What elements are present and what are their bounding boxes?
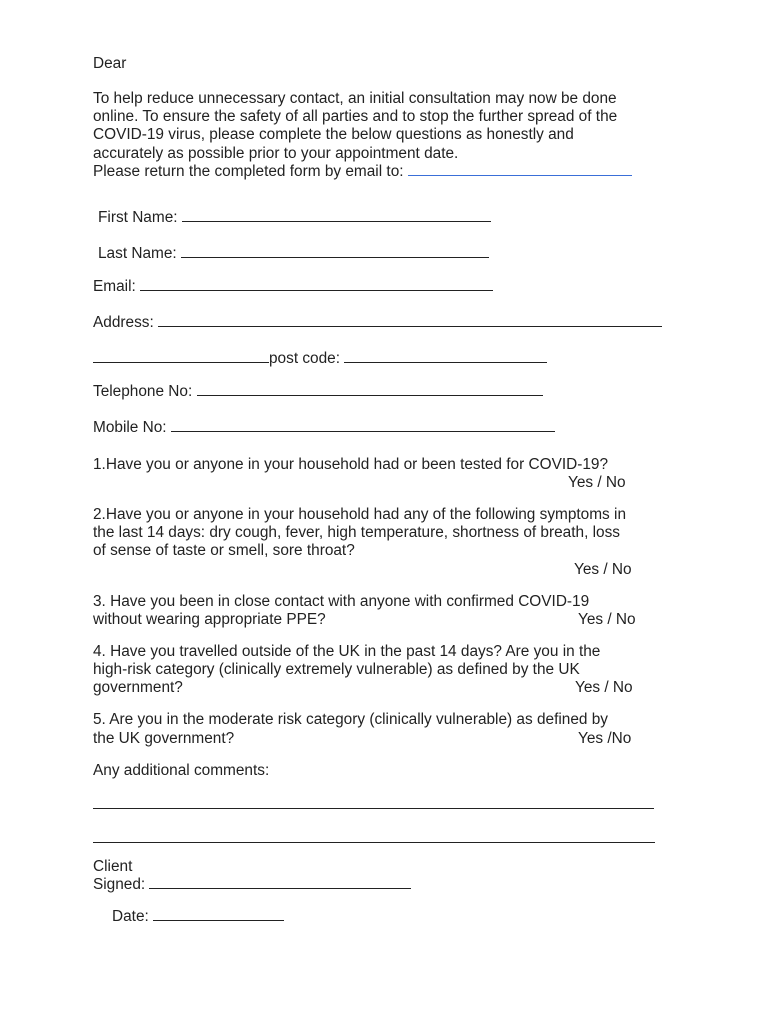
question-1-text: 1.Have you or anyone in your household had or been tested for COVID-19? [93, 456, 609, 473]
signed-label: Signed: [93, 876, 146, 893]
date-row [112, 908, 284, 926]
return-line [93, 163, 632, 181]
post-code-label: post code: [269, 350, 341, 367]
question-2-text: the last 14 days: dry cough, fever, high temperature, shortness of breath, loss [93, 524, 620, 541]
post-code-row [93, 350, 547, 368]
signed-row [93, 876, 411, 894]
comments-row [93, 830, 655, 848]
question-2-text: of sense of taste or smell, sore throat? [93, 542, 355, 559]
mobile-label: Mobile No: [93, 419, 167, 436]
last-name-row [98, 245, 489, 263]
telephone-blank[interactable] [197, 383, 543, 396]
mobile-blank[interactable] [171, 419, 555, 432]
first-name-label: First Name: [98, 209, 178, 226]
salutation: Dear [93, 55, 127, 72]
post-code-blank[interactable] [344, 350, 547, 363]
email-label: Email: [93, 278, 136, 295]
first-name-row [98, 209, 491, 227]
intro-line: COVID-19 virus, please complete the below questions as honestly and [93, 126, 574, 143]
comments-label: Any additional comments: [93, 762, 270, 779]
question-2-text: 2.Have you or anyone in your household had any of the following symptoms in [93, 506, 627, 523]
comments-blank[interactable] [93, 830, 655, 843]
question-5-text: 5. Are you in the moderate risk category (clinically vulnerable) as defined by [93, 711, 608, 728]
return-label: Please return the completed form by email to: [93, 163, 404, 180]
question-4-text: government? [93, 679, 183, 696]
intro-line: To help reduce unnecessary contact, an initial consultation may now be done [93, 90, 617, 107]
address-label: Address: [93, 314, 154, 331]
question-4-text: 4. Have you travelled outside of the UK in the past 14 days? Are you in the [93, 643, 601, 660]
client-label: Client [93, 858, 133, 875]
comments-blank[interactable] [93, 796, 654, 809]
question-5-answer[interactable]: Yes /No [578, 730, 632, 747]
address-line-2-blank[interactable] [93, 350, 269, 363]
first-name-blank[interactable] [182, 209, 491, 222]
last-name-blank[interactable] [181, 245, 489, 258]
return-email-blank[interactable] [408, 163, 632, 176]
intro-line: online. To ensure the safety of all parties and to stop the further spread of the [93, 108, 618, 125]
question-3-answer[interactable]: Yes / No [578, 611, 636, 628]
email-blank[interactable] [140, 278, 493, 291]
mobile-row [93, 419, 555, 437]
date-blank[interactable] [153, 908, 284, 921]
email-row [93, 278, 493, 296]
intro-line: accurately as possible prior to your appointment date. [93, 145, 459, 162]
telephone-row [93, 383, 543, 401]
question-5-text: the UK government? [93, 730, 235, 747]
question-3-text: without wearing appropriate PPE? [93, 611, 326, 628]
last-name-label: Last Name: [98, 245, 177, 262]
comments-row [93, 796, 654, 814]
question-4-text: high-risk category (clinically extremely vulnerable) as defined by the UK [93, 661, 580, 678]
question-2-answer[interactable]: Yes / No [574, 561, 632, 578]
address-blank[interactable] [158, 314, 662, 327]
date-label: Date: [112, 908, 149, 925]
signature-blank[interactable] [149, 876, 411, 889]
address-row [93, 314, 662, 332]
question-1-answer[interactable]: Yes / No [568, 474, 626, 491]
question-4-answer[interactable]: Yes / No [575, 679, 633, 696]
question-3-text: 3. Have you been in close contact with anyone with confirmed COVID-19 [93, 593, 590, 610]
telephone-label: Telephone No: [93, 383, 193, 400]
